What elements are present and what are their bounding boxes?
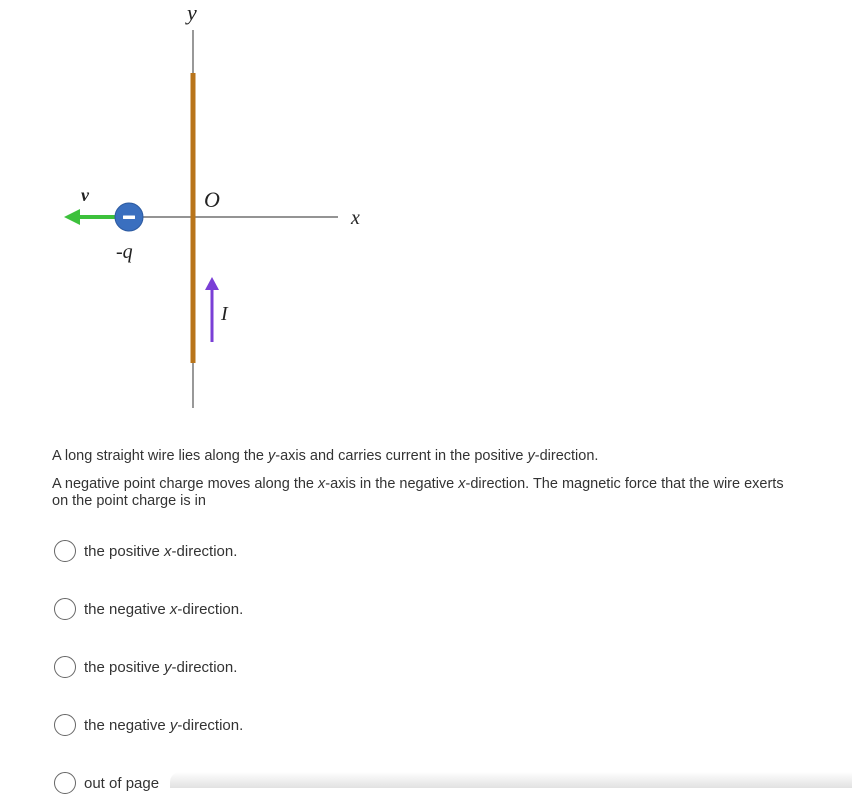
option-label: the negative y-direction. [84,716,244,734]
option-label: the positive x-direction. [84,542,238,560]
option-negative-x[interactable] [54,596,243,622]
current-label: I [221,303,228,325]
x-axis-label: x [351,207,360,229]
radio-button[interactable] [54,772,76,794]
y-axis-label: y [187,0,197,25]
radio-button[interactable] [54,598,76,620]
charge-label: -q [116,241,133,263]
option-positive-y[interactable] [54,654,237,680]
option-label: the negative x-direction. [84,600,244,618]
wire [191,73,196,363]
question-line-1: A long straight wire lies along the y-axis and carries current in the positive y-direction. [52,448,599,464]
current-arrowhead [205,277,219,290]
origin-label: O [204,187,220,212]
velocity-arrowhead [64,209,80,225]
option-label: the positive y-direction. [84,658,238,676]
radio-button[interactable] [54,714,76,736]
question-line-2: A negative point charge moves along the x-axis in the negative x-direction. The magnetic force that the wire exerts on the point charge is in [52,476,784,509]
minus-sign-icon [123,216,135,220]
option-negative-y[interactable] [54,712,243,738]
option-label: out of page [84,774,160,792]
velocity-label: v⃗ [81,185,103,205]
option-out-of-page[interactable] [54,770,159,796]
radio-button[interactable] [54,656,76,678]
bottom-shadow [170,772,852,788]
option-positive-x[interactable] [54,538,237,564]
radio-button[interactable] [54,540,76,562]
